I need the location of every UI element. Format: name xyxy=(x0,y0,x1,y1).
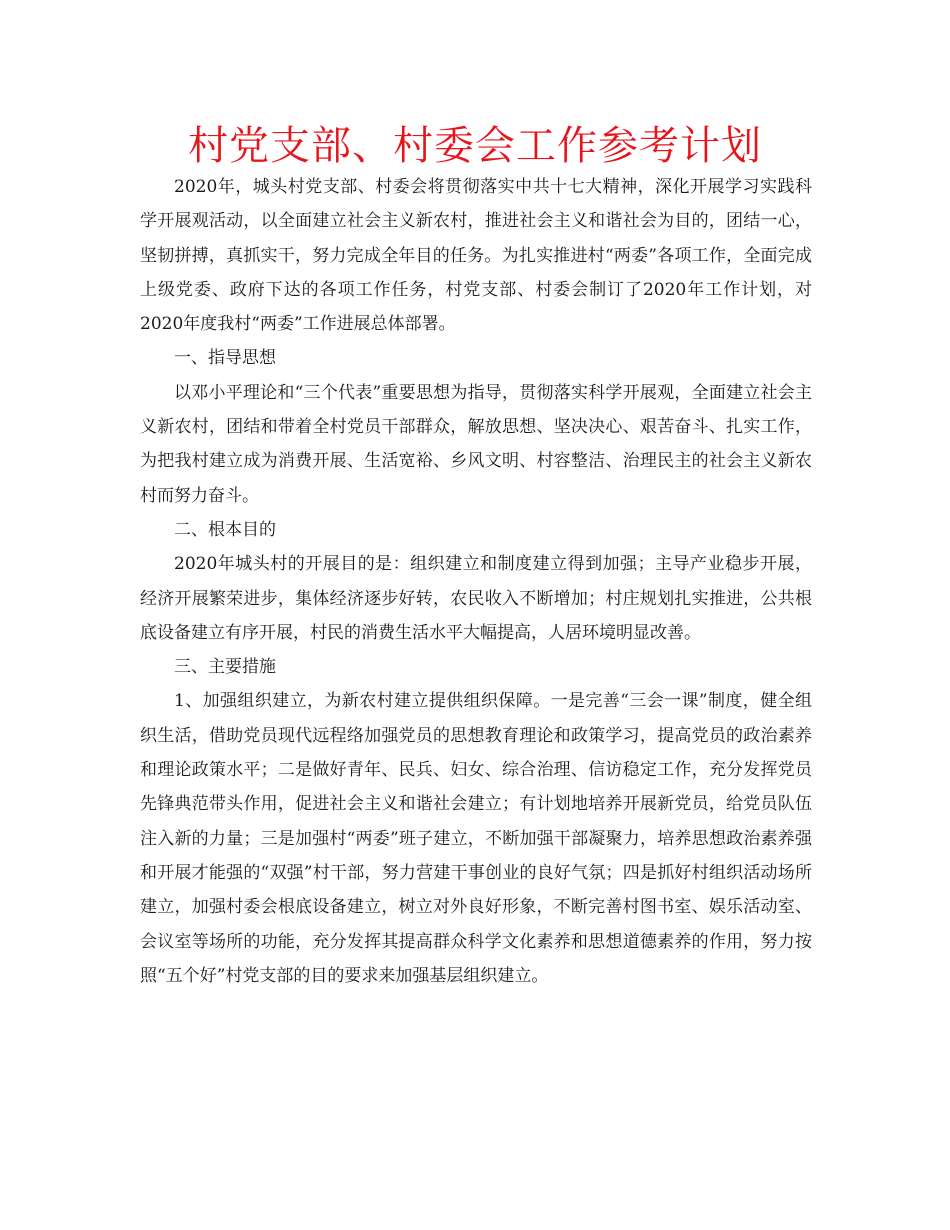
guiding-thought-paragraph: 以邓小平理论和“三个代表”重要思想为指导，贯彻落实科学开展观，全面建立社会主义新农村，团结和带着全村党员干部群众，解放思想、坚决决心、艰苦奋斗、扎实工作，为把我村建立成为消费开展、生活宽裕、乡风文明、村容整洁、治理民主的社会主义新农村而努力奋斗。 xyxy=(140,382,812,506)
main-measures-paragraph: 1、加强组织建立，为新农村建立提供组织保障。一是完善“三会一课”制度，健全组织生活，借助党员现代远程络加强党员的思想教育理论和政策学习，提高党员的政治素养和理论政策水平；二是做好青年、民兵、妇女、综合治理、信访稳定工作，充分发挥党员先锋典范带头作用，促进社会主义和谐社会建立；有计划地培养开展新党员，给党员队伍注入新的力量；三是加强村“两委”班子建立，不断加强干部凝聚力，培养思想政治素养强和开展才能强的“双强”村干部，努力营建干事创业的良好气氛；四是抓好村组织活动场所建立，加强村委会根底设备建立，树立对外良好形象，不断完善村图书室、娱乐活动室、会议室等场所的功能，充分发挥其提高群众科学文化素养和思想道德素养的作用，努力按照“五个好”村党支部的目的要求来加强基层组织建立。 xyxy=(140,691,812,986)
section-heading-guiding-thought: 一、指导思想 xyxy=(174,348,276,369)
intro-paragraph: 2020年，城头村党支部、村委会将贯彻落实中共十七大精神，深化开展学习实践科学开展观活动，以全面建立社会主义新农村，推进社会主义和谐社会为目的，团结一心，坚韧拼搏，真抓实干，努力完成全年目的任务。为扎实推进村“两委”各项工作，全面完成上级党委、政府下达的各项工作任务，村党支部、村委会制订了2020年工作计划，对2020年度我村“两委”工作进展总体部署。 xyxy=(140,177,812,335)
section-heading-basic-goals: 二、根本目的 xyxy=(174,519,276,540)
section-heading-main-measures: 三、主要措施 xyxy=(174,657,276,678)
document-body xyxy=(140,170,812,993)
document-title: 村党支部、村委会工作参考计划 xyxy=(188,123,762,169)
basic-goals-paragraph: 2020年城头村的开展目的是：组织建立和制度建立得到加强；主导产业稳步开展，经济开展繁荣进步，集体经济逐步好转，农民收入不断增加；村庄规划扎实推进，公共根底设备建立有序开展，村民的消费生活水平大幅提高，人居环境明显改善。 xyxy=(140,554,812,643)
